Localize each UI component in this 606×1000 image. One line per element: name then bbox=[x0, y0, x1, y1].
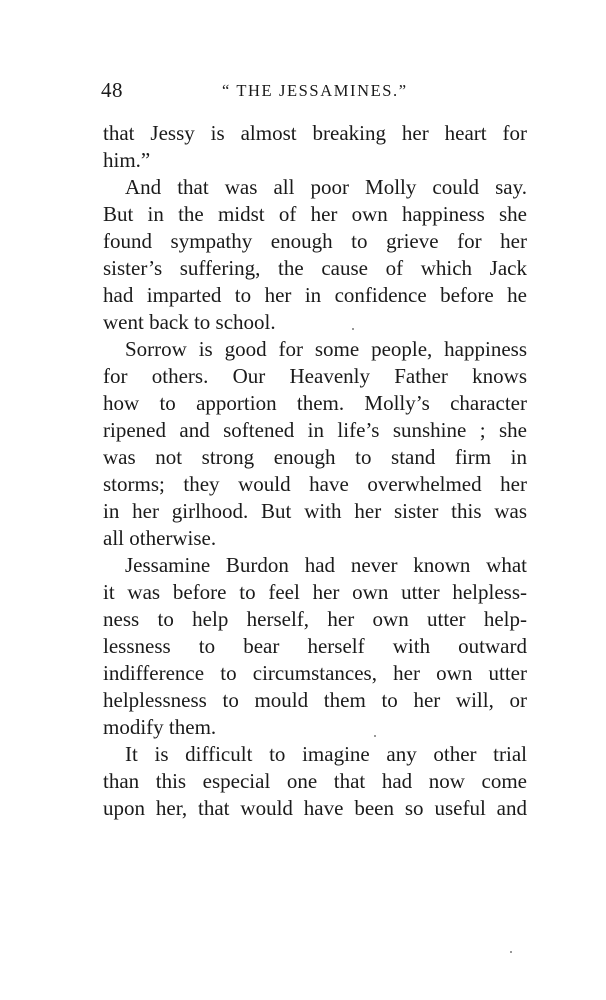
text-line: for others. Our Heavenly Father knows bbox=[103, 364, 527, 388]
print-speck bbox=[510, 951, 512, 953]
text-line: ripened and softened in life’s sunshine ; she bbox=[103, 418, 527, 442]
text-line: in her girlhood. But with her sister this was bbox=[103, 499, 527, 523]
text-line: how to apportion them. Molly’s character bbox=[103, 391, 527, 415]
text-line: helplessness to mould them to her will, or bbox=[103, 688, 527, 712]
text-line: storms; they would have overwhelmed her bbox=[103, 472, 527, 496]
text-line: It is difficult to imagine any other trial bbox=[125, 742, 527, 766]
text-line: Jessamine Burdon had never known what bbox=[125, 553, 527, 577]
text-line: went back to school. bbox=[103, 310, 276, 334]
text-line: him.” bbox=[103, 148, 151, 172]
text-line: Sorrow is good for some people, happiness bbox=[125, 337, 527, 361]
text-line: had imparted to her in confidence before he bbox=[103, 283, 527, 307]
text-line: it was before to feel her own utter helpless- bbox=[103, 580, 527, 604]
print-speck bbox=[352, 328, 354, 330]
text-line: found sympathy enough to grieve for her bbox=[103, 229, 527, 253]
text-line: that Jessy is almost breaking her heart for bbox=[103, 121, 527, 145]
text-line: lessness to bear herself with outward bbox=[103, 634, 527, 658]
text-line: But in the midst of her own happiness she bbox=[103, 202, 527, 226]
text-line: upon her, that would have been so useful and bbox=[103, 796, 527, 820]
text-line: than this especial one that had now come bbox=[103, 769, 527, 793]
text-line: was not strong enough to stand firm in bbox=[103, 445, 527, 469]
page-number: 48 bbox=[101, 78, 123, 102]
text-line: modify them. bbox=[103, 715, 217, 739]
text-line: And that was all poor Molly could say. bbox=[125, 175, 527, 199]
text-line: sister’s suffering, the cause of which Jack bbox=[103, 256, 527, 280]
text-line: indifference to circumstances, her own utter bbox=[103, 661, 527, 685]
running-title: “ THE JESSAMINES.” bbox=[222, 81, 408, 100]
text-line: ness to help herself, her own utter help- bbox=[103, 607, 527, 631]
text-line: all otherwise. bbox=[103, 526, 217, 550]
print-speck bbox=[374, 735, 376, 737]
page-header bbox=[101, 78, 531, 104]
body-text bbox=[103, 120, 527, 822]
